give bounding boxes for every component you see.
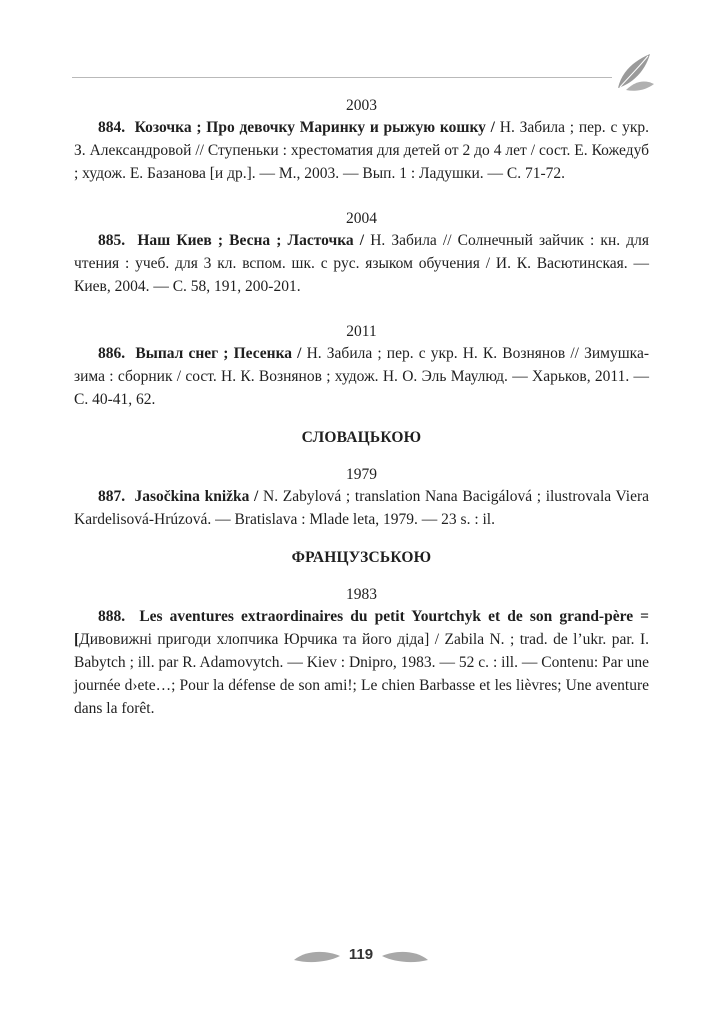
- year-heading: 2011: [346, 323, 377, 340]
- entry-number: 884.: [98, 119, 126, 136]
- entry-text: N. Zabylová ; translation Nana Bacigálová ; ilustrovala Viera Kardelisová-Hrúzová. — Bratislava : Mlade leta, 1979. — 23 s. : il.: [74, 488, 649, 528]
- entry-number: 888.: [98, 608, 126, 625]
- year-heading: 2003: [346, 97, 377, 114]
- leaf-swoosh-icon: [380, 948, 430, 966]
- section-heading: СЛОВАЦЬКОЮ: [301, 429, 422, 446]
- entry-title: Выпал снег ; Песенка /: [135, 345, 302, 362]
- page-number: 119: [348, 946, 374, 963]
- entry-title: Jasočkina knižka /: [134, 488, 259, 505]
- entry-text: Дивовижні пригоди хлопчика Юрчика та його діда] / Zabila N. ; trad. de l’ukr. par. I. Babytch ; ill. par R. Adamovytch. — Kiev : Dnipro, 1983. — 52 c. : ill. — Contenu: Par une journée d›ete…; Pour la défense de son ami!; Le chien Barbasse et les lièvres; Une aventure dans la forêt.: [74, 631, 649, 717]
- bibliography-entry: [74, 342, 649, 411]
- leaf-ornament-icon: [612, 50, 656, 92]
- page-footer: [0, 944, 722, 970]
- bibliography-entry: [74, 229, 649, 298]
- section-heading: ФРАНЦУЗСЬКОЮ: [291, 549, 432, 566]
- entry-text: Н. Забила ; пер. с укр. З. Александровой // Ступеньки : хрестоматия для детей от 2 до 4 лет / сост. Е. Кожедуб ; худож. Е. Базанова [и др.]. — М., 2003. — Вып. 1 : Ладушки. — С. 71-72.: [74, 119, 650, 182]
- entry-title: Наш Киев ; Весна ; Ласточка /: [137, 232, 365, 249]
- entry-text: Н. Забила ; пер. с укр. Н. К. Вознянов // Зимушка-зима : сборник / сост. Н. К. Вознянов ; худож. Н. О. Эль Маулюд. — Харьков, 2011. — С. 40-41, 62.: [74, 345, 649, 408]
- entry-number: 887.: [98, 488, 126, 505]
- entry-number: 885.: [98, 232, 126, 249]
- bibliography-entry: [74, 605, 649, 720]
- leaf-swoosh-icon: [292, 948, 342, 966]
- entry-title: Козочка ; Про девочку Маринку и рыжую кошку /: [134, 119, 495, 136]
- bibliography-entry: [74, 116, 649, 185]
- bibliography-content: [74, 95, 649, 720]
- entry-title: Les aventures extraordinaires du petit Yourtchyk et de son grand-père = [: [74, 608, 649, 648]
- year-heading: 1979: [346, 466, 377, 483]
- year-heading: 1983: [346, 586, 377, 603]
- bibliography-entry: [74, 485, 649, 531]
- entry-text: Н. Забила // Солнечный зайчик : кн. для чтения : учеб. для 3 кл. вспом. шк. с рус. языком обучения / И. К. Васютинская. — Киев, 2004. — С. 58, 191, 200-201.: [74, 232, 649, 295]
- year-heading: 2004: [346, 210, 377, 227]
- header-rule: [72, 77, 612, 78]
- entry-number: 886.: [98, 345, 126, 362]
